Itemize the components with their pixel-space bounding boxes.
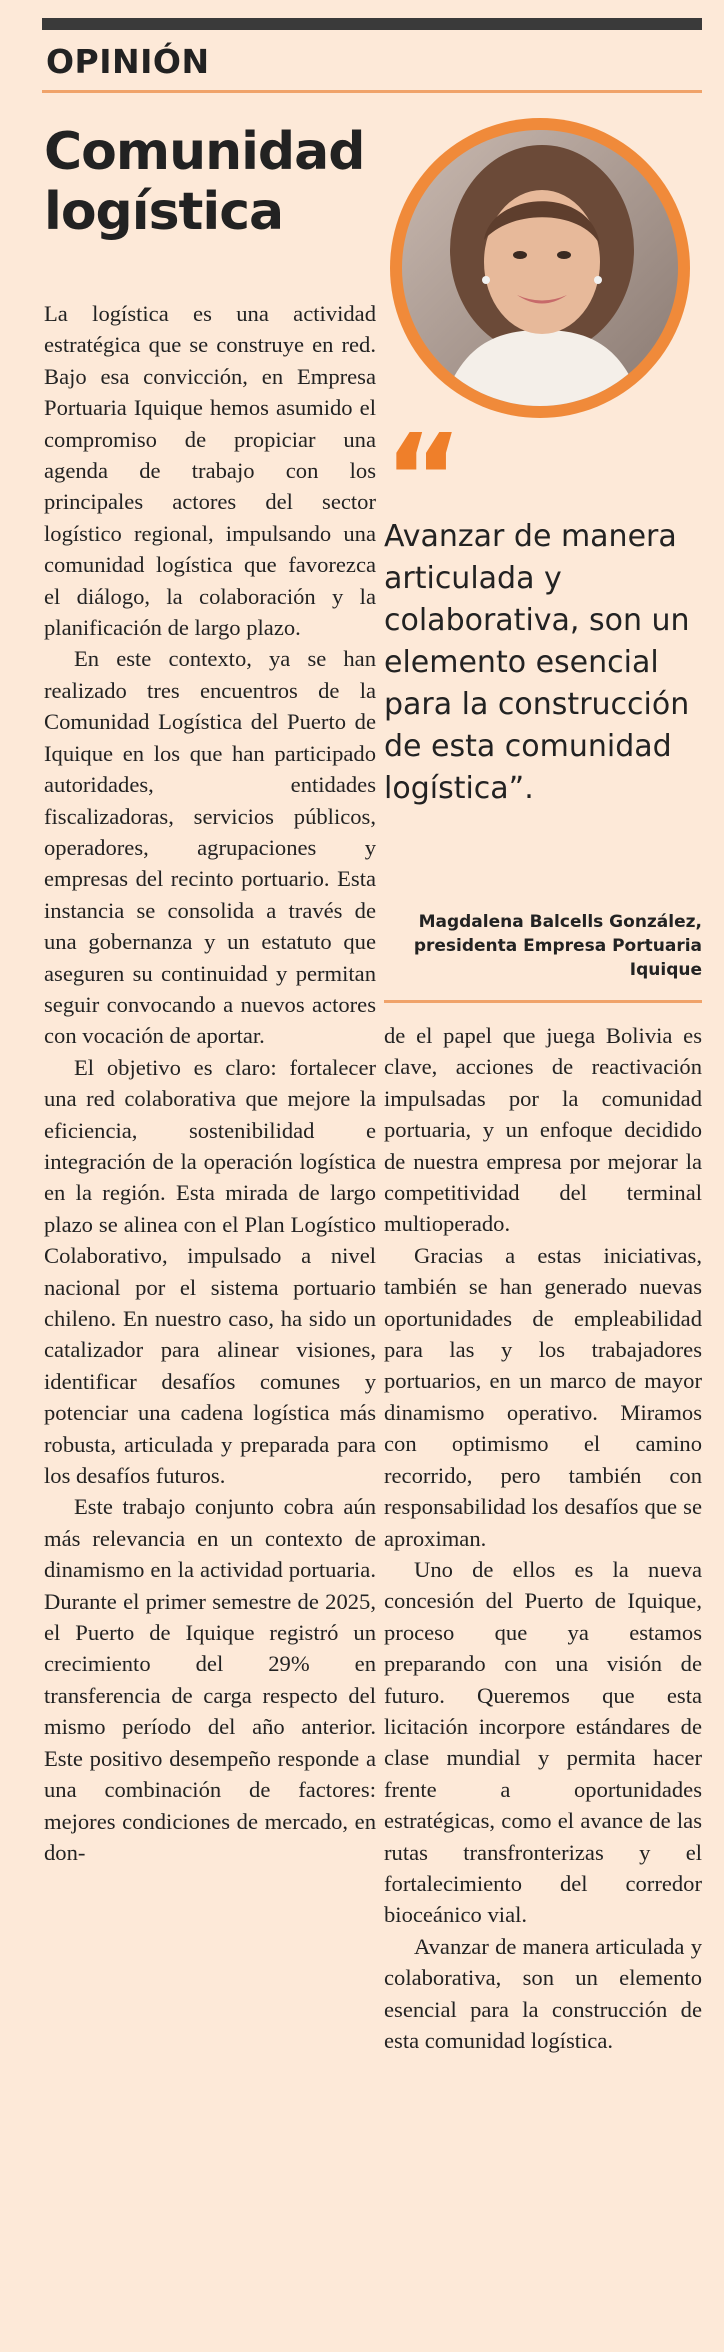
top-rule: [42, 18, 702, 30]
pull-quote: Avanzar de manera articulada y colaborativa, son un elemento esencial para la construcción de esta comunidad logística”.: [384, 519, 690, 806]
article-column-2: [384, 1020, 702, 2056]
paragraph: Gracias a estas iniciativas, también se han generado nuevas oportunidades de empleabilidad para las y los trabajadores portuarios, en un marco de mayor dinamismo operativo. Miramos con optimismo el camino recorrido, pero también con responsabilidad los desafíos que se aproximan.: [384, 1242, 702, 1551]
section-label: OPINIÓN: [46, 42, 210, 81]
section-divider: [42, 90, 702, 93]
quote-author-role: presidenta Empresa Portuaria Iquique: [413, 936, 702, 980]
quote-mark-icon: “: [384, 410, 463, 549]
quote-divider: [384, 1000, 702, 1003]
paragraph: El objetivo es claro: fortalecer una red colaborativa que mejore la eficiencia, sostenibilidad e integración de la operación logística en la región. Esta mirada de largo plazo se alinea con el Plan Logístico Colaborativo, impulsado a nivel nacional por el sistema portuario chileno. En nuestro caso, ha sido un catalizador para alinear visiones, identificar desafíos comunes y potenciar una cadena logística más robusta, articulada y preparada para los desafíos futuros.: [44, 1054, 376, 1489]
article-title: Comunidad logística: [44, 122, 365, 242]
author-portrait: [402, 130, 678, 406]
paragraph: Uno de ellos es la nueva concesión del Puerto de Iquique, proceso que ya estamos preparando con una visión de futuro. Queremos que esta licitación incorpore estándares de clase mundial y permita hacer frente a oportunidades estratégicas, como el avance de las rutas transfronterizas y el fortalecimiento del corredor bioceánico vial.: [384, 1556, 702, 1928]
paragraph: de el papel que juega Bolivia es clave, acciones de reactivación impulsadas por la comunidad portuaria, y un enfoque decidido de nuestra empresa por mejorar la competitividad del terminal multioperado.: [384, 1023, 702, 1237]
paragraph: En este contexto, ya se han realizado tres encuentros de la Comunidad Logística del Puerto de Iquique en los que han participado autoridades, entidades fiscalizadoras, servicios públicos, operadores, agrupaciones y empresas del recinto portuario. Esta instancia se consolida a través de una gobernanza y un estatuto que aseguren su continuidad y permitan seguir convocando a nuevos actores con vocación de aportar.: [44, 646, 376, 1049]
article-column-1: [44, 298, 376, 1868]
quote-author-name: Magdalena Balcells González,: [418, 912, 702, 932]
paragraph: Este trabajo conjunto cobra aún más relevancia en un contexto de dinamismo en la actividad portuaria. Durante el primer semestre de 2025, el Puerto de Iquique registró un crecimiento del 29% en transferencia de carga respecto del mismo período del año anterior. Este positivo desempeño responde a una combinación de factores: mejores condiciones de mercado, en don-: [44, 1494, 376, 1865]
paragraph: Avanzar de manera articulada y colaborativa, son un elemento esencial para la construcción de esta comunidad logística.: [384, 1933, 702, 2053]
paragraph: La logística es una actividad estratégica que se construye en red. Bajo esa convicción, en Empresa Portuaria Iquique hemos asumido el compromiso de propiciar una agenda de trabajo con los principales actores del sector logístico regional, impulsando una comunidad logística que favorezca el diálogo, la colaboración y la planificación de largo plazo.: [44, 301, 376, 641]
quote-attribution: [384, 910, 702, 982]
